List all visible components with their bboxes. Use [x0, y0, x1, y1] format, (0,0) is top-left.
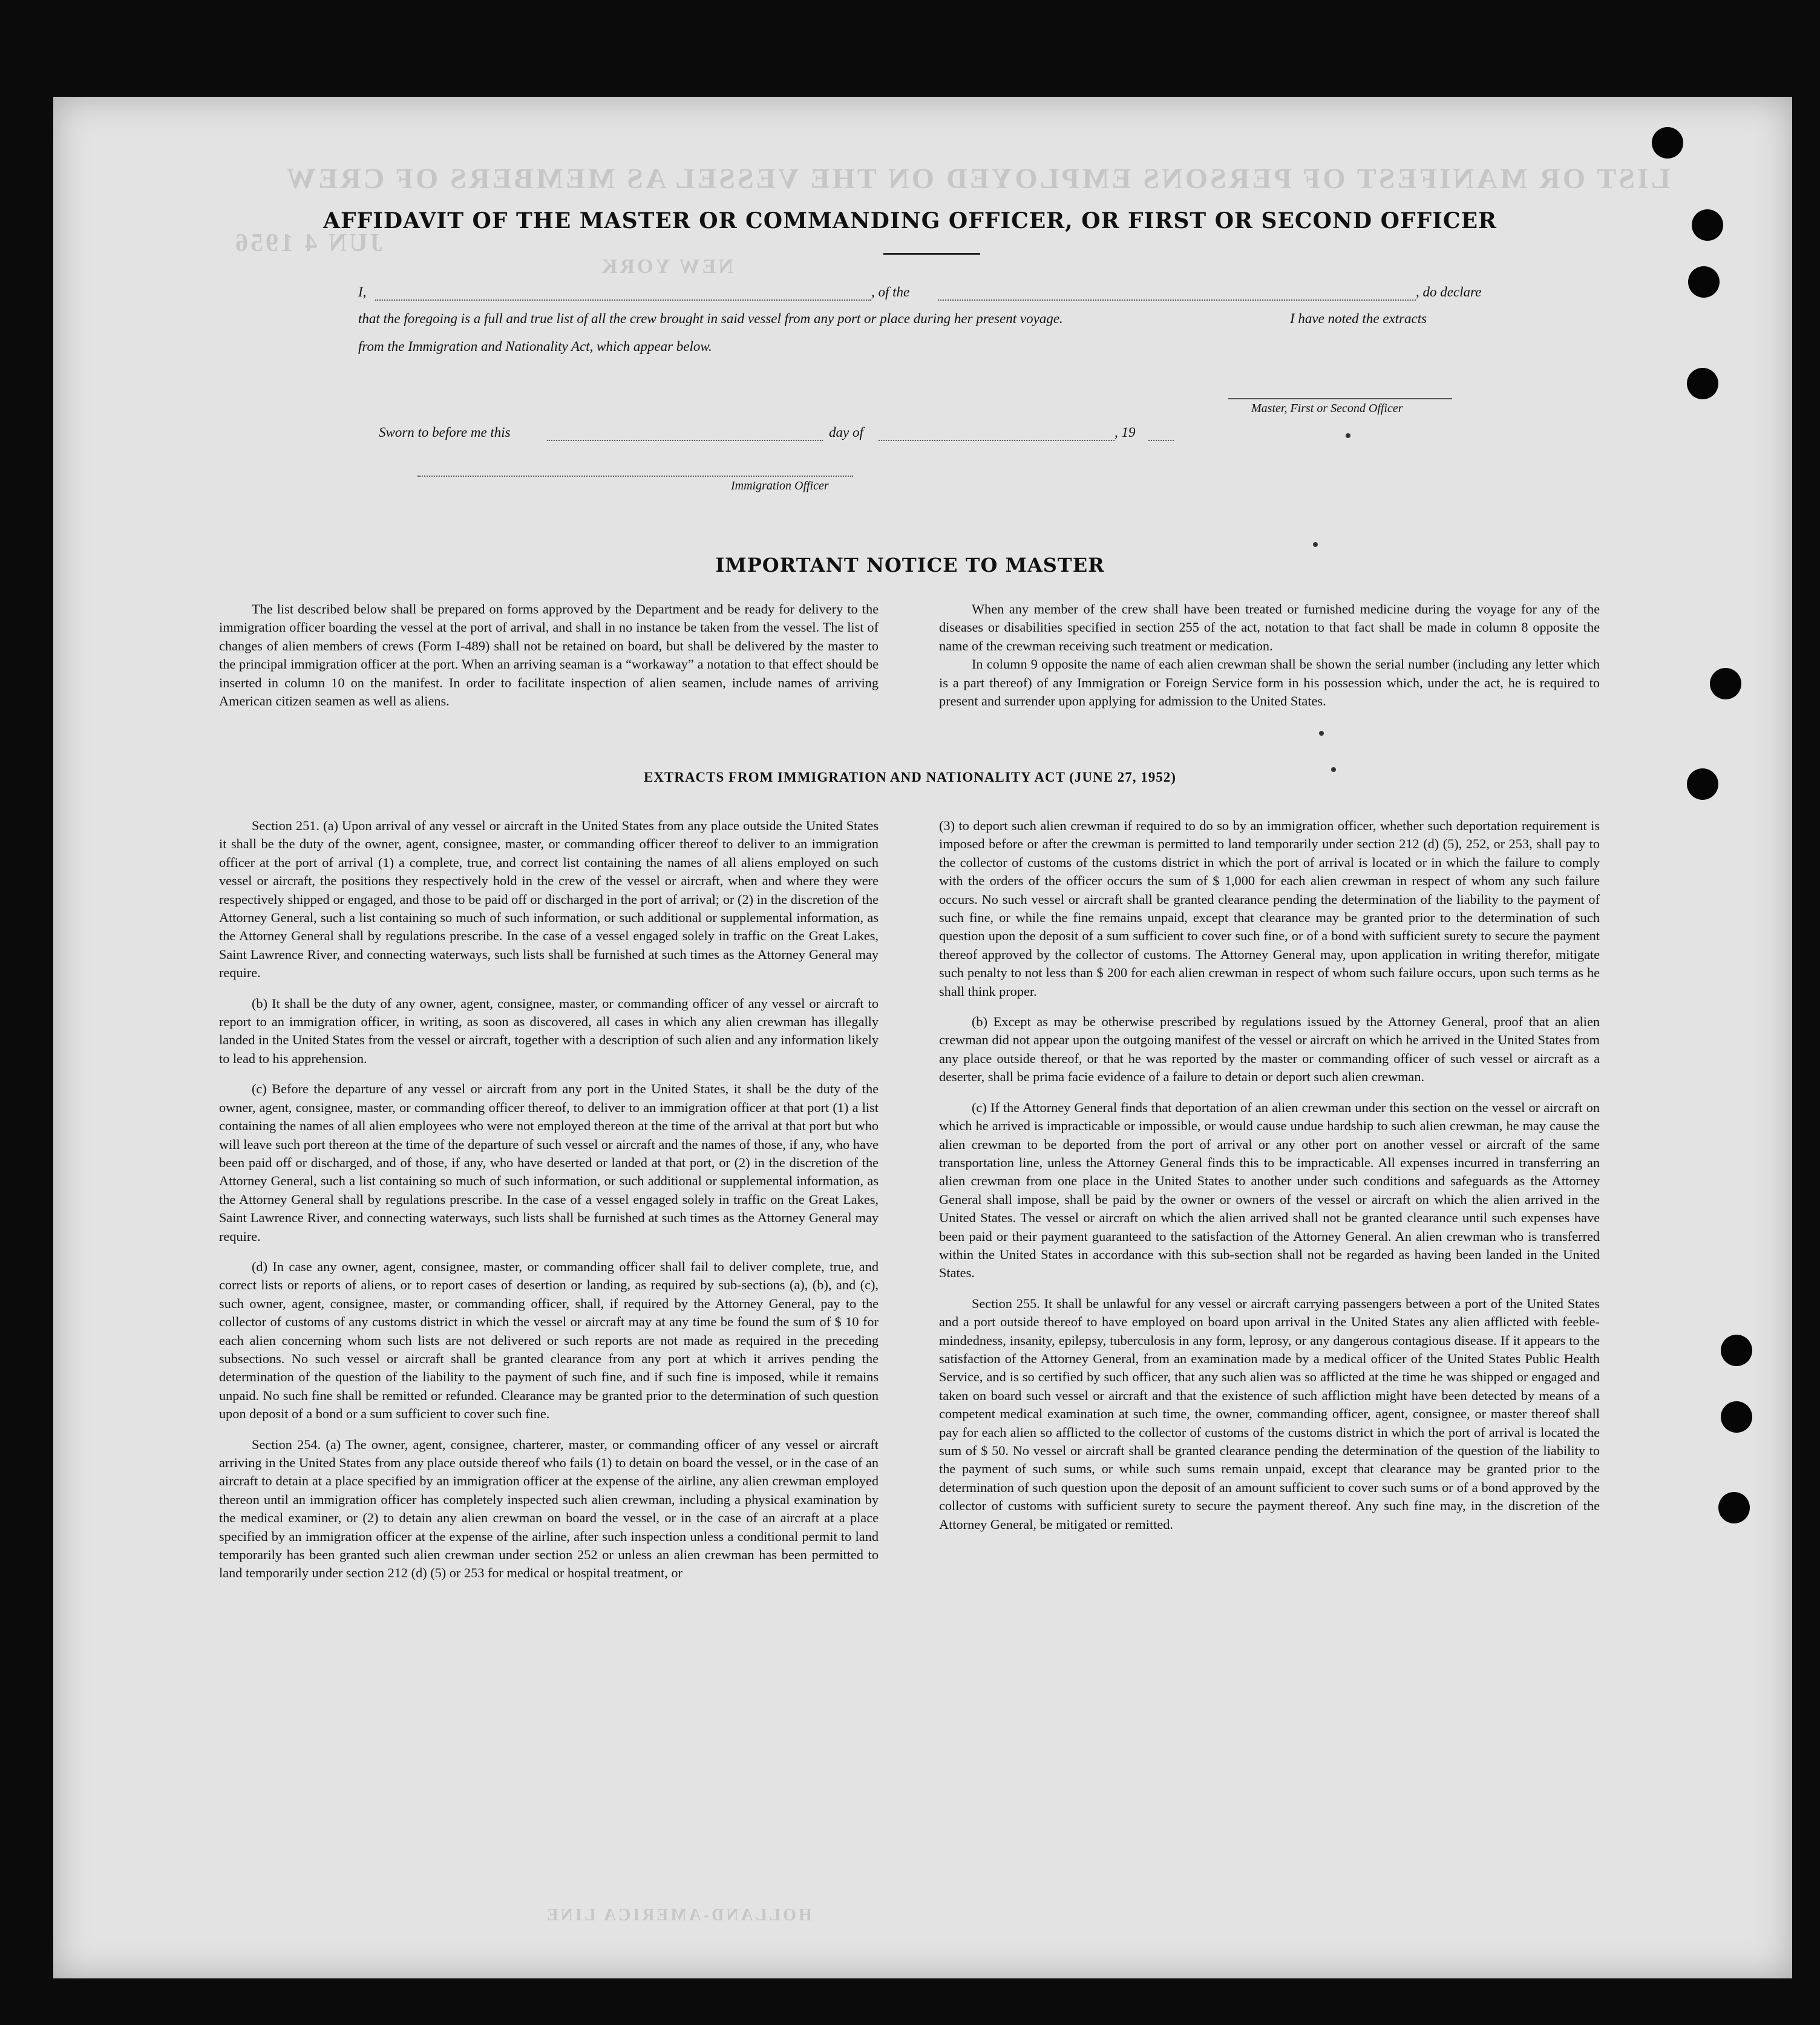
month-field[interactable] [879, 440, 1115, 441]
extracts-right-column [939, 817, 1600, 1546]
signature-caption: Master, First or Second Officer [1251, 402, 1403, 415]
section-251-a: Section 251. (a) Upon arrival of any vessel or aircraft in the United States from any place outside the United States it shall be the duty of the owner, agent, consignee, master, or commanding officer thereof to deliver to an immigration officer at the port of arrival (1) a complete, true, and correct list containing the names of all aliens employed on such vessel or aircraft, the positions they respectively hold in the crew of the vessel or aircraft, when and where they were respectively shipped or engaged, and those to be paid off or discharged in the port of arrival; or (2) in the discretion of the Attorney General, such a list containing so much of such information, or such additional or supplemental information, as the Attorney General shall by regulations prescribe. In the case of a vessel engaged solely in traffic on the Great Lakes, Saint Lawrence River, and connecting waterways, such lists shall be furnished at such times as the Attorney General may require. [219, 818, 879, 981]
punch-hole [1718, 1492, 1750, 1523]
punch-hole [1710, 668, 1741, 699]
vessel-field[interactable] [938, 299, 1416, 301]
affidavit-statement-cont: I have noted the extracts [1290, 311, 1427, 326]
punch-hole [1652, 127, 1683, 159]
immigration-officer-caption: Immigration Officer [731, 479, 829, 492]
notice-left-text: The list described below shall be prepared on forms approved by the Department and be ready for delivery to the immigration officer boarding the vessel at the port of arrival, and shall in no instance be taken from the vessel. The list of changes of alien members of crews (Form I-489) shall not be retained on board, but shall be delivered by the master to the principal immigration officer at the port. When an arriving seaman is a “workaway” a notation to that effect should be inserted in column 10 on the manifest. In order to facilitate inspection of alien seamen, include names of arriving American citizen seamen as well as aliens. [219, 601, 879, 709]
punch-hole [1721, 1335, 1752, 1366]
notice-heading: IMPORTANT NOTICE TO MASTER [715, 554, 1105, 577]
sworn-date-field[interactable] [547, 440, 823, 441]
bleed-through-title: LIST OR MANIFEST OF PERSONS EMPLOYED ON THE VESSEL AS MEMBERS OF CREW [284, 163, 1671, 195]
year-field[interactable] [1148, 440, 1174, 441]
scan-mark [1331, 767, 1336, 772]
scan-mark [1313, 542, 1318, 547]
notice-left-column [219, 600, 879, 710]
section-254-a-cont: (3) to deport such alien crewman if required to do so by an immigration officer, whether such deportation requirement is imposed before or after the crewman is permitted to land temporarily under section 212 (d) (5), 252, or 253, shall pay to the collector of customs of the customs district in which the port of arrival is located or in which the failure to comply with the orders of the officer occurs the sum of $ 1,000 for each alien crewman in respect of whom any such failure occurs. No such vessel or aircraft shall be granted clearance pending the determination of the liability to the payment of such fine, or while the fine remains unpaid, except that clearance may be granted prior to the determination of such question upon the deposit of a sum sufficient to cover such fine, or of a bond with sufficient surety to secure the payment thereof approved by the collector of customs. The Attorney General may, upon application in writing therefor, mitigate such penalty to not less than $ 200 for each alien crewman in respect of whom such failure occurs, upon such terms as he shall think proper. [939, 818, 1600, 999]
affidavit-i-label: I, [358, 284, 367, 299]
scan-mark [1346, 433, 1350, 438]
section-255: Section 255. It shall be unlawful for any vessel or aircraft carrying passengers between a port of the United States and a port outside thereof to have employed on board upon arrival in the United States any alien afflicted with feeble-mindedness, insanity, epilepsy, tuberculosis in any form, leprosy, or any dangerous contagious disease. If it appears to the satisfaction of the Attorney General, from an examination made by a medical officer of the United States Public Health Service, and is so certified by such officer, that any such alien was so afflicted at the time he was shipped or engaged and taken on board such vessel or aircraft and that the existence of such affliction might have been detected by means of a competent medical examination at such time, the owner, commanding officer, agent, consignee, or master thereof shall pay for each alien so afflicted to the collector of customs of the customs district in which the port of arrival is located the sum of $ 50. No vessel or aircraft shall be granted clearance pending the determination of the question of the liability to the payment of such sums, or while such sums remain unpaid, except that clearance may be granted prior to the determination of such question upon the deposit of an amount sufficient to cover such sums or of a bond approved by the collector of customs with sufficient surety to secure the payment thereof. Any such fine may, in the discretion of the Attorney General, be mitigated or remitted. [939, 1295, 1600, 1532]
punch-hole [1687, 368, 1718, 399]
bleed-through-line: HOLLAND-AMERICA LINE [545, 1906, 812, 1925]
bleed-through-date: JUN 4 1956 [233, 229, 383, 257]
officer-signature-line[interactable] [417, 476, 853, 477]
signature-line[interactable] [1228, 398, 1452, 399]
notice-right-text-1: When any member of the crew shall have been treated or furnished medicine during the voyage for any of the diseases or disabilities specified in section 255 of the act, notation to that fact shall be made in column 8 opposite the name of the crewman receiving such treatment or medication. [939, 601, 1600, 653]
heading-rule [883, 253, 980, 255]
affidavit-of-the-label: , of the [871, 284, 910, 299]
notice-right-column [939, 600, 1600, 710]
affidavit-statement: that the foregoing is a full and true list of all the crew brought in said vessel from any port or place during her present voyage. [358, 311, 1063, 326]
extracts-heading: EXTRACTS FROM IMMIGRATION AND NATIONALITY ACT (JUNE 27, 1952) [644, 770, 1176, 785]
name-field[interactable] [375, 299, 871, 301]
punch-hole [1688, 266, 1720, 298]
affidavit-heading: AFFIDAVIT OF THE MASTER OR COMMANDING OFFICER, OR FIRST OR SECOND OFFICER [323, 208, 1497, 234]
affidavit-statement-end: from the Immigration and Nationality Act, which appear below. [358, 339, 712, 354]
section-254-a: Section 254. (a) The owner, agent, consignee, charterer, master, or commanding officer of any vessel or aircraft arriving in the United States from any place outside thereof who fails (1) to detain on board the vessel, or in the case of an aircraft to detain at a place specified by an immigration officer at the expense of the airline, any alien crewman employed thereon until an immigration officer has completely inspected such alien crewman, including a physical examination by the medical examiner, or (2) to detain any alien crewman on board the vessel, or in the case of an aircraft at a place specified by an immigration officer at the expense of the airline, after such inspection unless a conditional permit to land temporarily has been granted such alien crewman under section 252 or unless an alien crewman has been permitted to land temporarily under section 212 (d) (5) or 253 for medical or hospital treatment, or [219, 1436, 879, 1581]
section-254-c: (c) If the Attorney General finds that deportation of an alien crewman under this section on the vessel or aircraft on which he arrived is impracticable or impossible, or would cause undue hardship to such alien crewman, he may cause the alien crewman to be deported from the port of arrival or any other port on another vessel or aircraft of the same transportation line, unless the Attorney General finds this to be impracticable. All expenses incurred in transferring an alien crewman from one place in the United States to another under such conditions and safeguards as the Attorney General shall impose, shall be paid by the owner or owners of the vessel or aircraft on which the alien arrived in the United States. The vessel or aircraft on which the alien arrived shall not be granted clearance until such expenses have been paid or their payment guaranteed to the satisfaction of the Attorney General. An alien crewman who is transferred within the United States in accordance with this sub-section shall not be regarded as having been landed in the United States. [939, 1099, 1600, 1281]
day-of-label: day of [829, 425, 863, 440]
bleed-through-port: NEW YORK [599, 255, 733, 278]
section-251-b: (b) It shall be the duty of any owner, agent, consignee, master, or commanding officer of any vessel or aircraft to report to an immigration officer, in writing, as soon as discovered, all cases in which any alien crewman has illegally landed in the United States from the vessel or aircraft, together with a description of such alien and any information likely to lead to his apprehension. [219, 995, 879, 1066]
notice-right-text-2: In column 9 opposite the name of each alien crewman shall be shown the serial number (including any letter which is a part thereof) of any Immigration or Foreign Service form in his possession which, under the act, he is required to present and surrender upon applying for admission to the United States. [939, 656, 1600, 709]
year-label: , 19 [1115, 425, 1136, 440]
section-254-b: (b) Except as may be otherwise prescribed by regulations issued by the Attorney General, proof that an alien crewman did not appear upon the outgoing manifest of the vessel or aircraft on which he arrived in the United States from any place outside thereof, or that he was reported by the master or commanding officer of such vessel or aircraft as a deserter, shall be prima facie evidence of a failure to detain or deport such alien crewman. [939, 1014, 1600, 1085]
extracts-left-column [219, 817, 879, 1595]
sworn-label: Sworn to before me this [379, 425, 511, 440]
scan-mark [1319, 731, 1324, 736]
section-251-d: (d) In case any owner, agent, consignee, master, or commanding officer shall fail to deliver complete, true, and correct lists or reports of aliens, or to report cases of desertion or landing, as required by sub-sections (a), (b), and (c), such owner, agent, consignee, master, or commanding officer, shall, if required by the Attorney General, pay to the collector of customs of any customs district in which the vessel or aircraft may at any time be found the sum of $ 10 for each alien concerning whom such lists are not delivered or such reports are not made as required in the preceding subsections. No such vessel or aircraft shall be granted clearance from any port at which it arrives pending the determination of the question of the liability to the payment of such fine, and if such fine is imposed, while it remains unpaid. No such fine shall be remitted or refunded. Clearance may be granted prior to the determination of such question upon deposit of a bond or a sum sufficient to cover such fine. [219, 1258, 879, 1422]
affidavit-declare-label: , do declare [1416, 284, 1482, 299]
punch-hole [1721, 1401, 1752, 1433]
section-251-c: (c) Before the departure of any vessel or aircraft from any port in the United States, it shall be the duty of the owner, agent, consignee, master, or commanding officer thereof, to deliver to an immigration officer at that port (1) a list containing the names of all alien employees who were not employed thereon at the time of the arrival at that port but who will leave such port thereon at the time of the departure of such vessel or aircraft and the names of those, if any, who have been paid off or discharged, and of those, if any, who have deserted or landed at that port, or (2) in the discretion of the Attorney General, such a list containing so much of such information, or such additional or supplemental information, as the Attorney General shall by regulations prescribe. In the case of a vessel engaged solely in traffic on the Great Lakes, Saint Lawrence River, and connecting waterways, such lists shall be furnished at such times as the Attorney General may require. [219, 1081, 879, 1244]
